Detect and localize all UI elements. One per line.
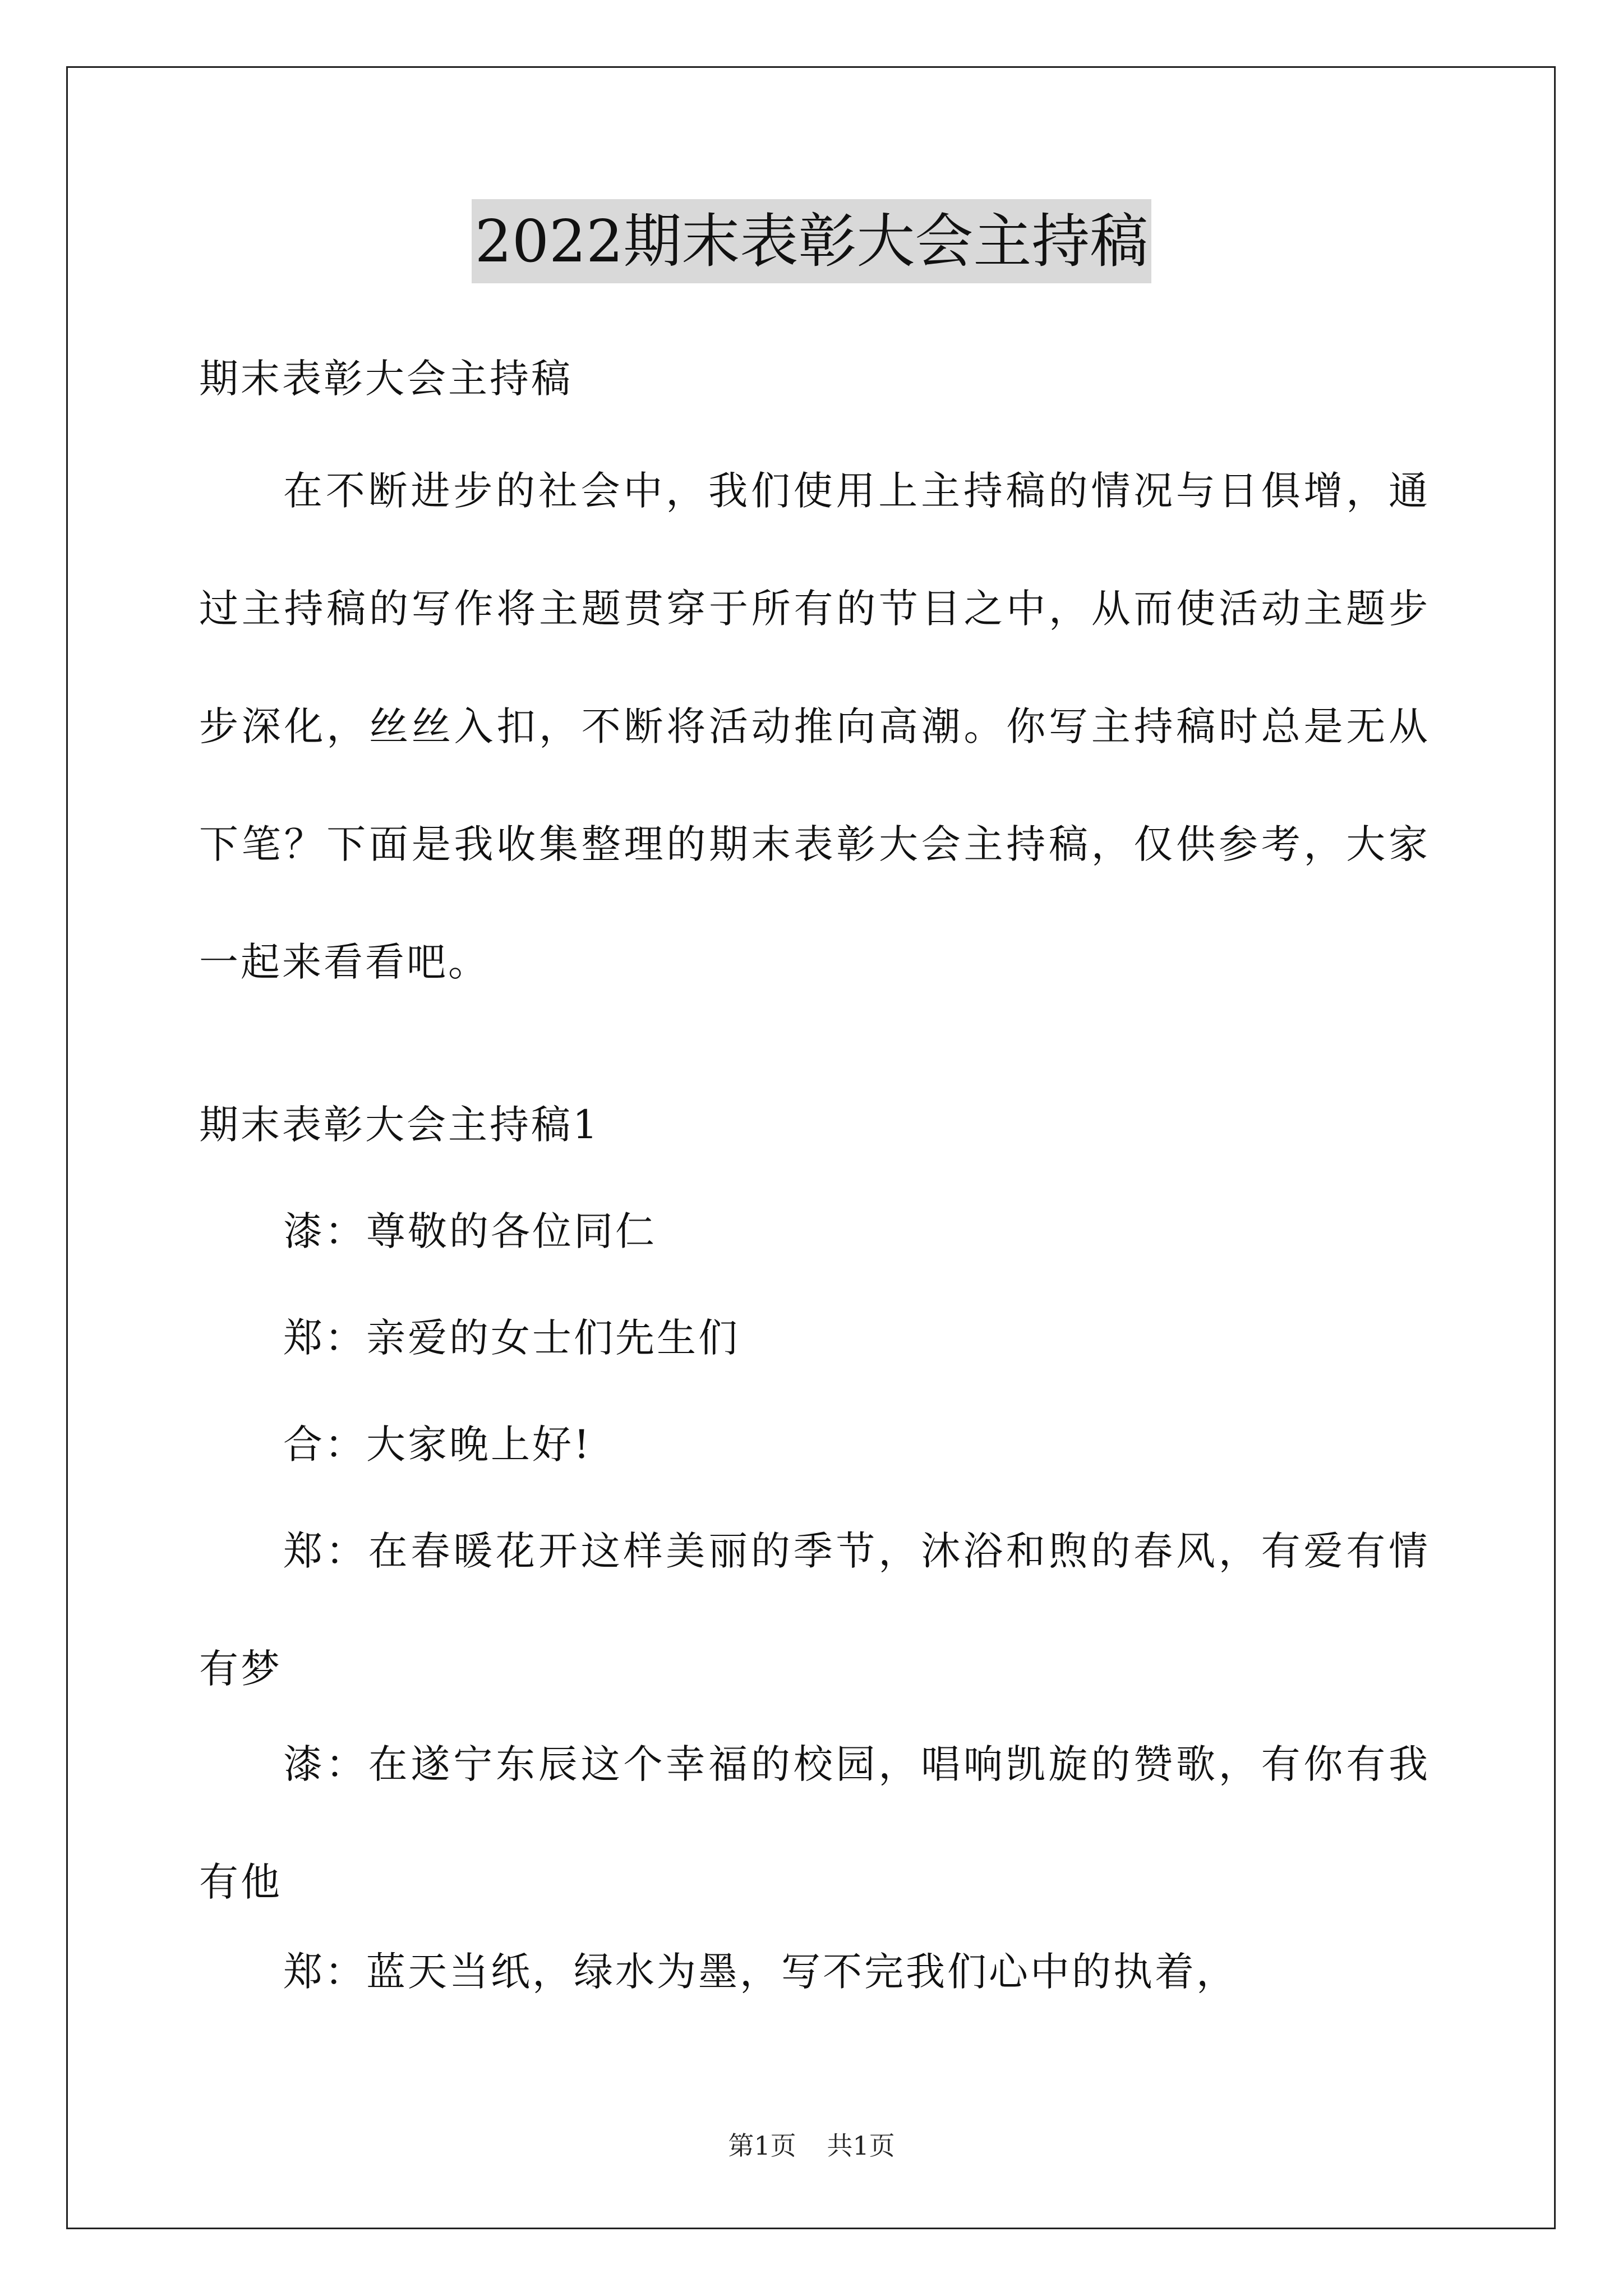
title-container [0, 199, 1623, 283]
section-heading: 期末表彰大会主持稿1 [199, 1102, 600, 1148]
dialogue-line: 郑：在春暖花开这样美丽的季节，沐浴和煦的春风，有爱有情有梦 [199, 1528, 1430, 1692]
dialogue-line: 漆：在遂宁东辰这个幸福的校园，唱响凯旋的赞歌，有你有我有他 [199, 1741, 1430, 1905]
intro-paragraph: 在不断进步的社会中，我们使用上主持稿的情况与日俱增，通过主持稿的写作将主题贯穿于所有的节目之中，从而使活动主题步步深化，丝丝入扣，不断将活动推向高潮。你写主持稿时总是无从下笔？下面是我收集整理的期末表彰大会主持稿，仅供参考，大家一起来看看吧。 [199, 468, 1430, 985]
subtitle-paragraph: 期末表彰大会主持稿 [199, 356, 573, 402]
dialogue-line: 郑：亲爱的女士们先生们 [283, 1315, 740, 1361]
dialogue-line: 郑：蓝天当纸，绿水为墨，写不完我们心中的执着， [283, 1949, 1238, 1995]
dialogue-line: 漆：尊敬的各位同仁 [283, 1208, 657, 1254]
page-footer [0, 2129, 1623, 2162]
dialogue-line: 合：大家晚上好! [283, 1421, 592, 1467]
page-number: 第1页 [728, 2131, 796, 2161]
document-title: 2022期末表彰大会主持稿 [472, 199, 1152, 283]
page-total: 共1页 [827, 2131, 895, 2161]
